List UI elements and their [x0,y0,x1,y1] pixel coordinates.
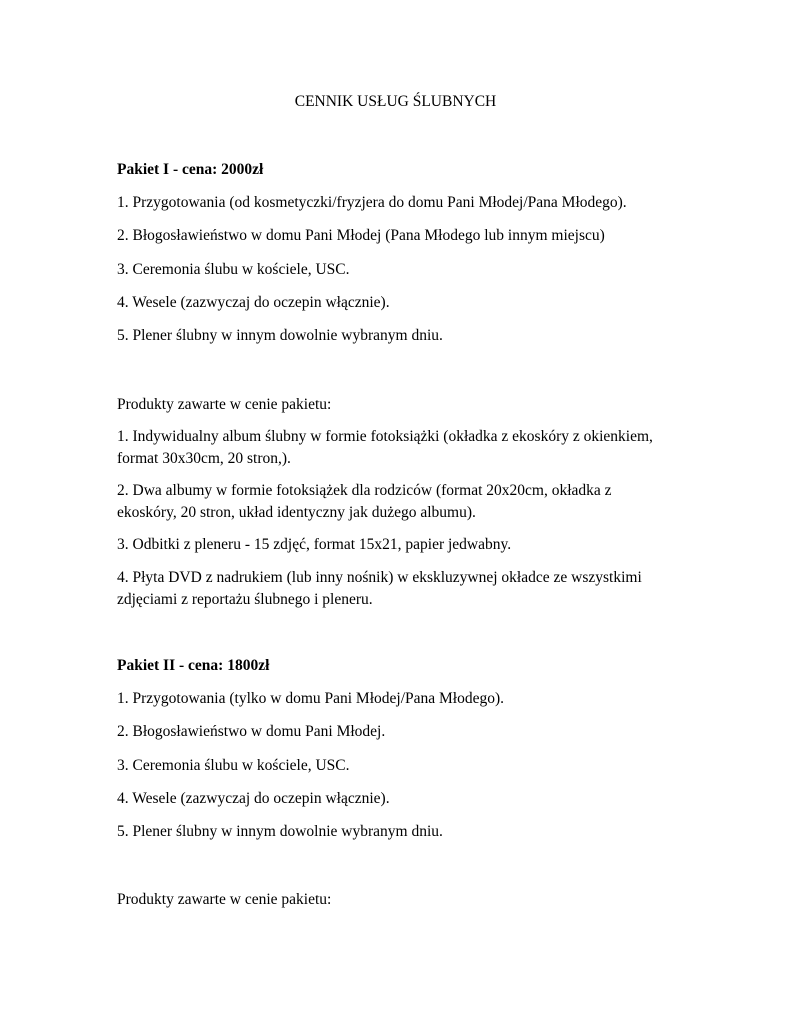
package-2-products-heading: Produkty zawarte w cenie pakietu: [117,891,332,908]
package-2-item-4: 4. Wesele (zazwyczaj do oczepin włącznie). [117,790,390,807]
package-2-heading: Pakiet II - cena: 1800zł [117,657,270,674]
package-1-heading: Pakiet I - cena: 2000zł [117,161,264,178]
package-1-item-3: 3. Ceremonia ślubu w kościele, USC. [117,261,350,278]
package-2-item-1: 1. Przygotowania (tylko w domu Pani Młodej/Pana Młodego). [117,690,505,707]
package-1-products-heading: Produkty zawarte w cenie pakietu: [117,396,332,413]
package-1-product-2: 2. Dwa albumy w formie fotoksiążek dla rodziców (format 20x20cm, okładka z ekoskóry, 20 stron, układ identyczny jak dużego albumu). [117,482,612,521]
package-1-product-4: 4. Płyta DVD z nadrukiem (lub inny nośnik) w ekskluzywnej okładce ze wszystkimi zdjęciami z reportażu ślubnego i pleneru. [117,569,642,608]
package-1-item-2: 2. Błogosławieństwo w domu Pani Młodej (Pana Młodego lub innym miejscu) [117,227,605,244]
package-1-item-1: 1. Przygotowania (od kosmetyczki/fryzjera do domu Pani Młodej/Pana Młodego). [117,194,627,211]
package-2-item-5: 5. Plener ślubny w innym dowolnie wybranym dniu. [117,823,443,840]
package-1-item-5: 5. Plener ślubny w innym dowolnie wybranym dniu. [117,327,443,344]
package-2-item-3: 3. Ceremonia ślubu w kościele, USC. [117,757,350,774]
package-1-item-4: 4. Wesele (zazwyczaj do oczepin włącznie). [117,294,390,311]
package-1-product-1: 1. Indywidualny album ślubny w formie fotoksiążki (okładka z ekoskóry z okienkiem, format 30x30cm, 20 stron,). [117,428,653,467]
document-title: CENNIK USŁUG ŚLUBNYCH [294,93,497,110]
package-2-item-2: 2. Błogosławieństwo w domu Pani Młodej. [117,723,386,740]
package-1-product-3: 3. Odbitki z pleneru - 15 zdjęć, format 15x21, papier jedwabny. [117,536,512,553]
